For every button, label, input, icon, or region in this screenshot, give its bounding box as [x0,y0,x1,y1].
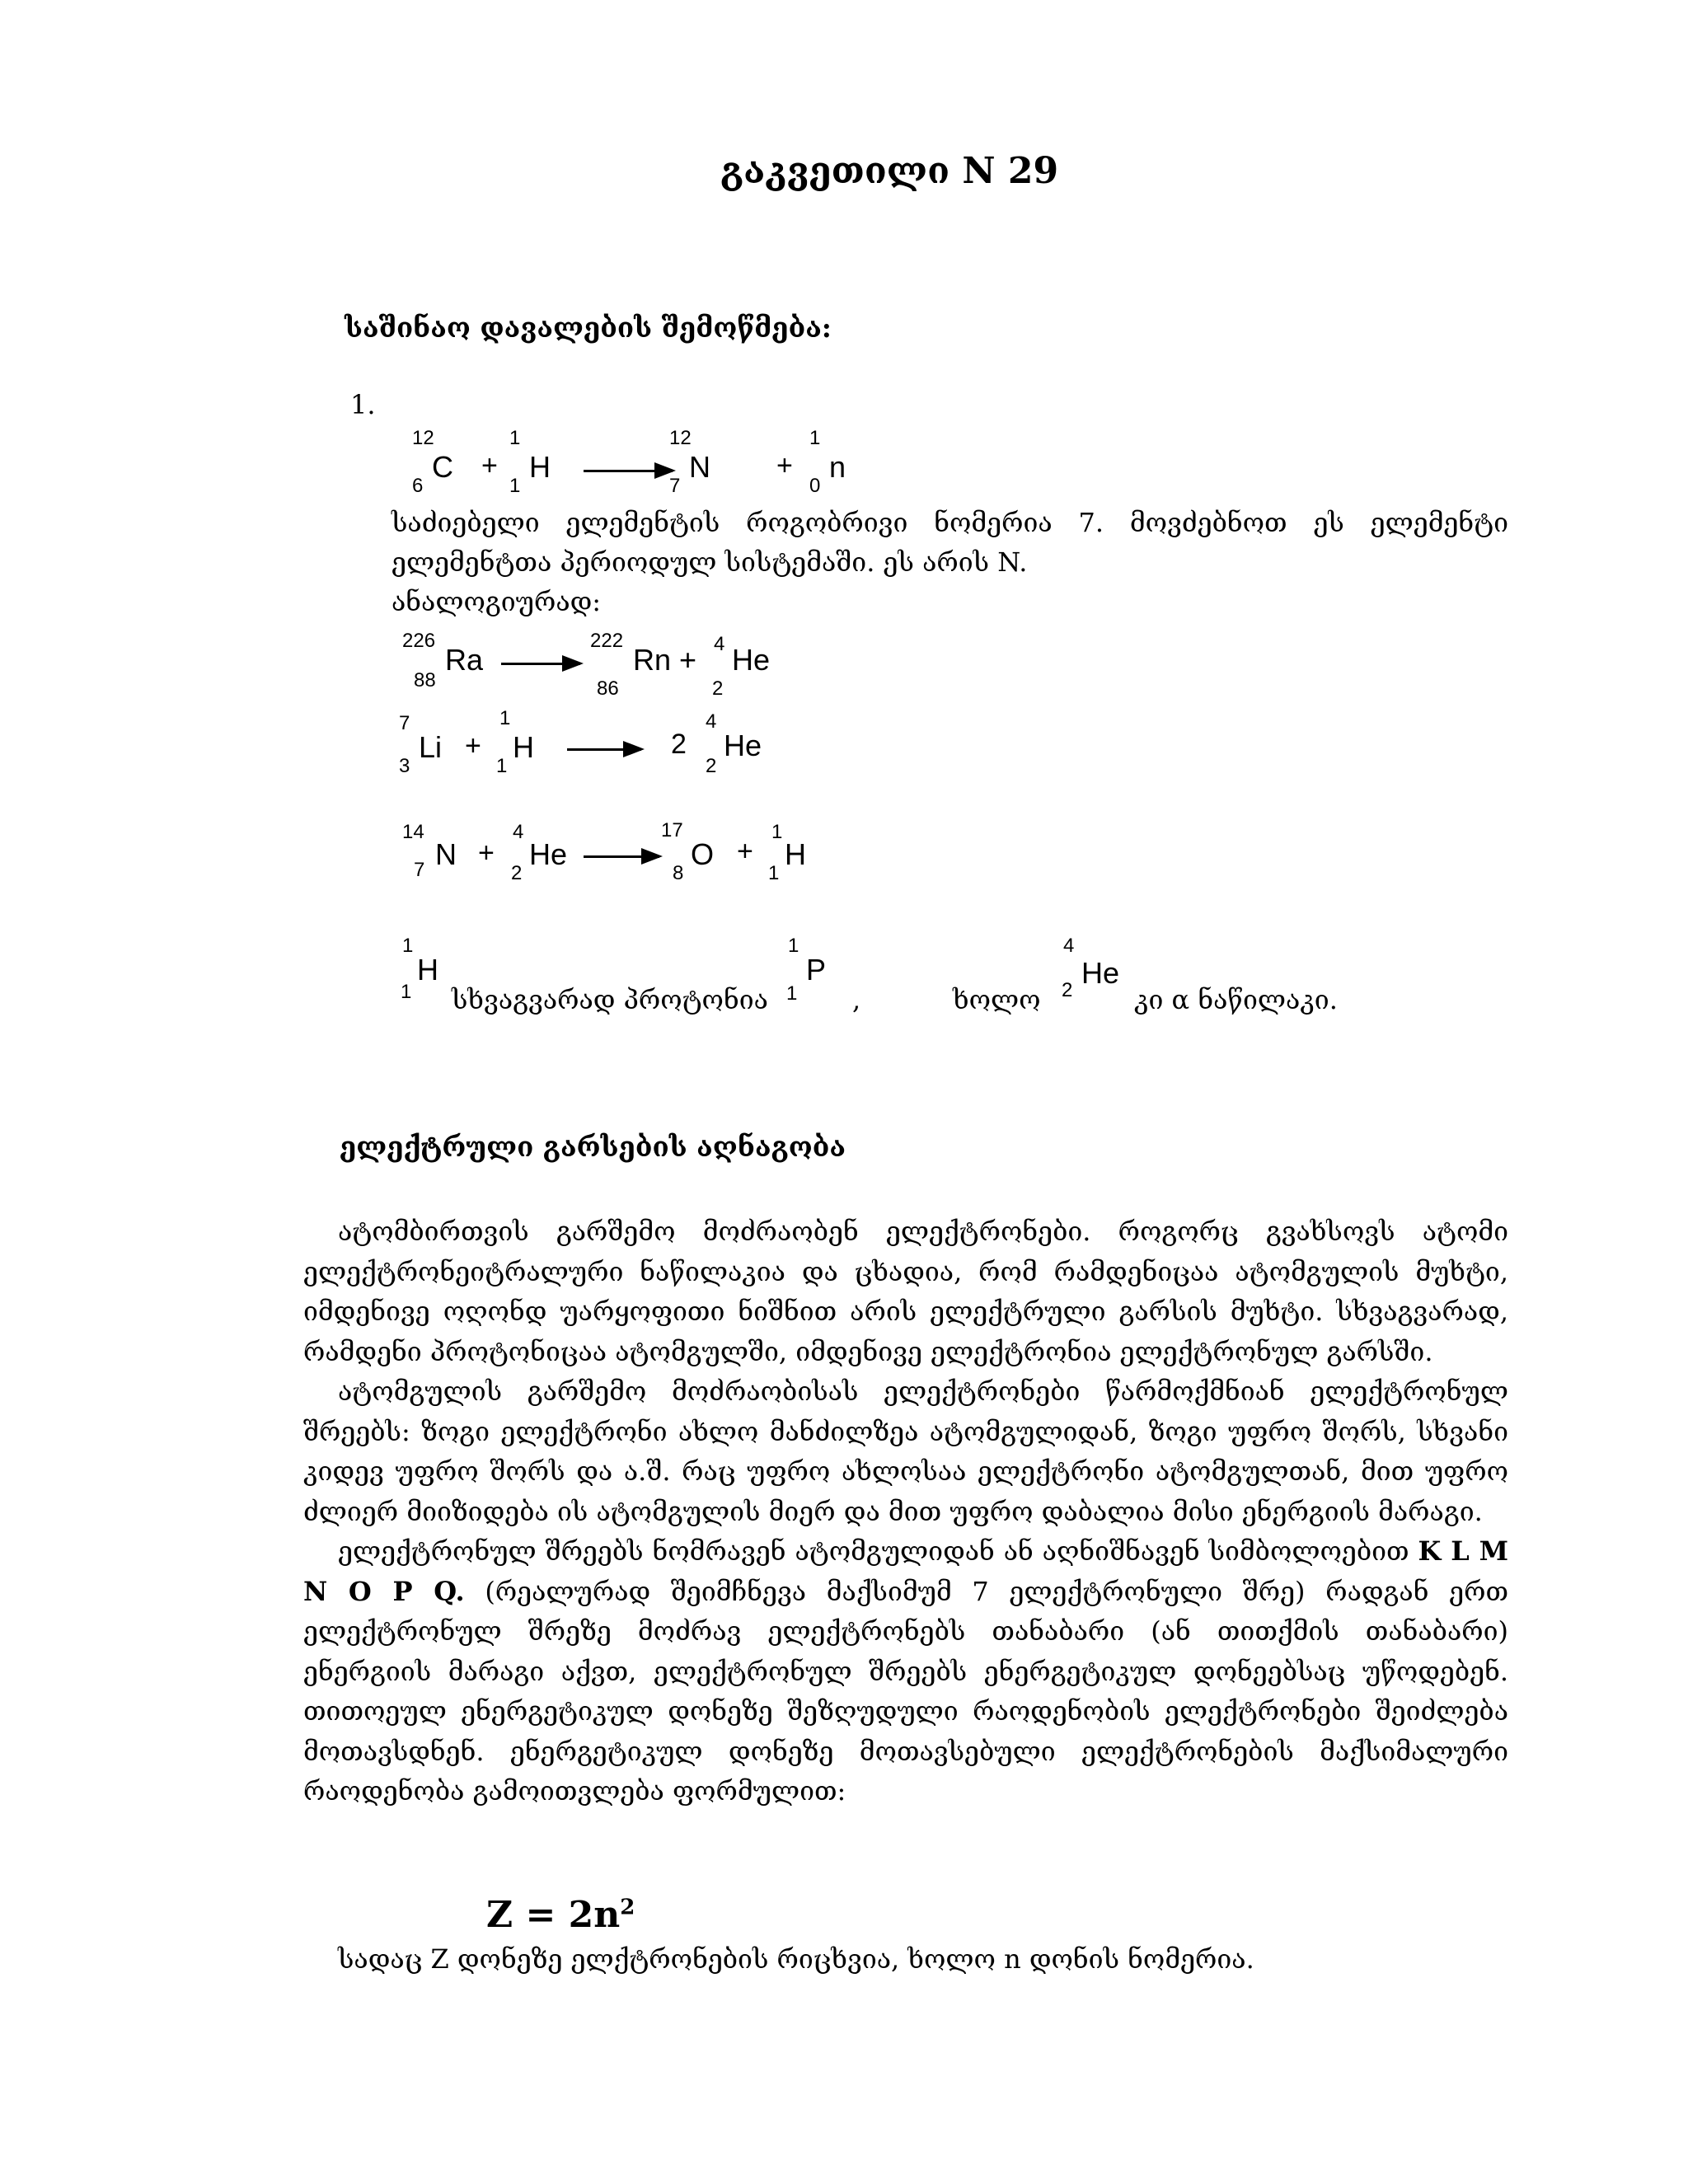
shell-letters: K L M N O P Q. [303,1535,1509,1607]
alpha-text: კი α ნაწილაკი. [1134,984,1338,1015]
explanation-text: საძიებელი ელემენტის როგობრივი ნომერია 7. მოვძებნოთ ეს ელემენტი ელემენტთა პერიოდულ სისტემაში. ეს არის N. ანალოგიურად: [392,507,1508,617]
formula-note: სადაც Z დონეზე ელქტრონების რიცხვია, ხოლო n დონის ნომერია. [338,1943,1254,1975]
reaction-4: 14 7 N + 4 2 He 17 8 O + 1 1 H [402,819,806,884]
paragraph-3: ელექტრონულ შრეებს ნომრავენ ატომგულიდან ან აღნიშნავენ სიმბოლოებით K L M N O P Q. (რეალურად შეიმჩნევა მაქსიმუმ 7 ელექტრონული შრე) რადგან ერთ ელექტრონულ შრეზე მოძრავ ელექტრონებს თანაბარი (ან თითქმის თანაბარი) ენერგიის მარაგი აქვთ, ელექტრონულ შრეებს ენერგეტიკულ დონეებსაც უწოდებენ. თითოეულ ენერგეტიკულ დონეზე შეზღუდული რაოდენობის ელექტრონები შეიძლება მოთავსდნენ. ენერგეტიკულ დონეზე მოთავსებული ელექტრონების მაქსიმალური რაოდენობა გამოითვლება ფორმულით: [303,1535,1509,1807]
while-text: ხოლო [953,984,1041,1015]
reaction-1: 12 6 C + 1 1 H 12 7 N + 1 0 n [412,427,846,497]
reaction-3: 7 3 Li + 1 1 H 2 4 2 He [399,707,762,777]
proton-alpha-line: 1 1 H სხვაგვარად პროტონია 1 1 P , ხოლო 4 2 He კი α ნაწილაკი. [401,935,1338,1015]
reaction-2: 226 88 Ra 222 86 Rn + 4 2 He [402,630,771,700]
formula: $Z = 2n^2$ [486,1894,635,1936]
proton-text: სხვაგვარად პროტონია [452,984,768,1015]
reaction-arrow [501,663,580,665]
paragraph-1: ატომბირთვის გარშემო მოძრაობენ ელექტრონები. როგორც გვახსოვს ატომი ელექტრონეიტრალური ნაწილაკია და ცხადია, რომ რამდენიცაა ატომგულის მუხტი, იმდენივე ოღონდ უარყოფითი ნიშნით არის ელექტრული გარსის მუხტი. სხვაგვარად, რამდენი პროტონიცაა ატომგულში, იმდენივე ელექტრონია ელექტრონულ გარსში. [303,1216,1508,1367]
body-text [303,1212,1508,1811]
reaction-arrow [567,748,641,751]
homework-heading: საშინაო დავალების შემოწმება: [345,312,832,344]
section-heading: ელექტრული გარსების აღნაგობა [340,1131,846,1163]
paragraph-2: ატომგულის გარშემო მოძრაობისას ელექტრონები წარმოქმნიან ელექტრონულ შრეებს: ზოგი ელექტრონი ახლო მანძილზეა ატომგულიდან, ზოგი უფრო შორს, სხვანი კიდევ უფრო შორს და ა.შ. რაც უფრო ახლოსაა ელექტრონი ატომგულთან, მით უფრო ძლიერ მიიზიდება ის ატომგულის მიერ და მით უფრო დაბალია მისი ენერგიის მარაგი. [303,1376,1508,1527]
item-number: 1. [350,389,376,420]
reaction-arrow [584,855,659,858]
lesson-title: გაკვეთილი N 29 [720,150,1059,192]
reaction-arrow [584,470,673,472]
